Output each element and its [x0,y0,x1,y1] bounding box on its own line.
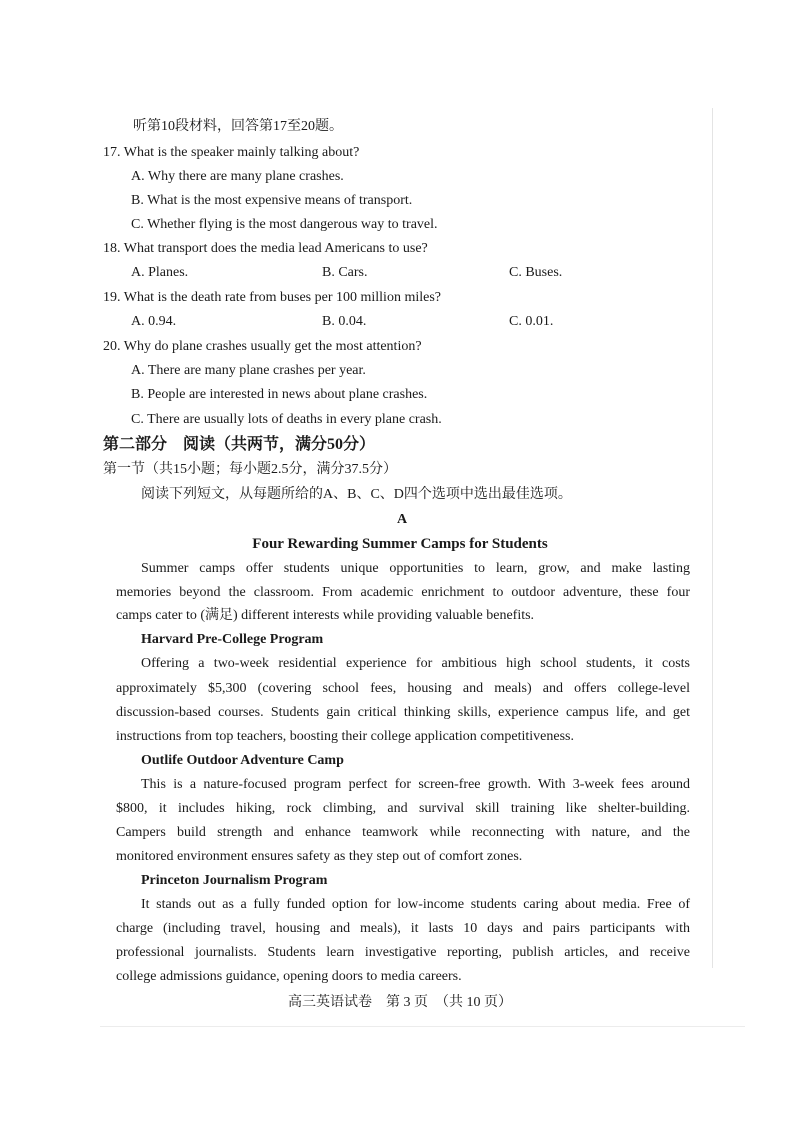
question-17-option-a: A. Why there are many plane crashes. [131,169,344,184]
intro-line-2: memories beyond the classroom. From academic enrichment to outdoor adventure, these four [116,585,690,600]
section1-heading: 第一节（共15小题；每小题2.5分，满分37.5分） [103,462,397,477]
question-19-option-a: A. 0.94. [131,314,177,329]
camp-3-line-2: charge (including travel, housing and meals), it lasts 10 days and pairs participants with [116,921,690,936]
reading-instruction: 阅读下列短文，从每题所给的A、B、C、D四个选项中选出最佳选项。 [141,487,572,502]
question-20-stem: 20. Why do plane crashes usually get the most attention? [103,339,422,354]
camp-3-name: Princeton Journalism Program [141,873,328,888]
camp-3-line-1: It stands out as a fully funded option for low-income students caring about media. Free of [141,897,690,912]
question-18-option-c: C. Buses. [509,265,563,280]
intro-line-1: Summer camps offer students unique opportunities to learn, grow, and make lasting [141,561,690,576]
camp-1-line-1: Offering a two-week residential experience for ambitious high school students, it costs [141,656,690,671]
intro-line-3: camps cater to (满足) different interests while providing valuable benefits. [116,608,535,623]
question-17-stem: 17. What is the speaker mainly talking about? [103,145,360,160]
page-footer: 高三英语试卷 第 3 页 （共 10 页） [288,995,512,1010]
listening-instruction: 听第10段材料，回答第17至20题。 [133,119,343,134]
passage-title: Four Rewarding Summer Camps for Students [252,536,548,552]
camp-2-line-3: Campers build strength and enhance teamwork while reconnecting with nature, and the [116,825,690,840]
camp-1-line-3: discussion-based courses. Students gain critical thinking skills, experience campus life, and get [116,705,690,720]
question-17-option-b: B. What is the most expensive means of transport. [131,193,413,208]
camp-2-line-2: $800, it includes hiking, rock climbing, and survival skill training like shelter-building. [116,801,690,816]
question-19-option-c: C. 0.01. [509,314,554,329]
scan-edge-line [712,108,713,968]
question-17-option-c: C. Whether flying is the most dangerous way to travel. [131,217,438,232]
passage-letter: A [396,512,408,527]
camp-2-line-4: monitored environment ensures safety as they step out of comfort zones. [116,849,523,864]
question-19-stem: 19. What is the death rate from buses per 100 million miles? [103,290,441,305]
question-18-stem: 18. What transport does the media lead Americans to use? [103,241,428,256]
camp-2-line-1: This is a nature-focused program perfect for screen-free growth. With 3-week fees around [141,777,690,792]
scan-bottom-rule [100,1026,745,1027]
camp-2-name: Outlife Outdoor Adventure Camp [141,753,344,768]
question-18-option-b: B. Cars. [322,265,368,280]
question-20-option-c: C. There are usually lots of deaths in every plane crash. [131,412,442,427]
camp-3-line-3: professional journalists. Students learn investigative reporting, publish articles, and receive [116,945,690,960]
question-20-option-a: A. There are many plane crashes per year. [131,363,366,378]
question-19-option-b: B. 0.04. [322,314,367,329]
question-18-option-a: A. Planes. [131,265,189,280]
camp-3-line-4: college admissions guidance, opening doors to media careers. [116,969,462,984]
camp-1-line-2: approximately $5,300 (covering school fees, housing and meals) and offers college-level [116,681,690,696]
question-20-option-b: B. People are interested in news about plane crashes. [131,387,428,402]
camp-1-name: Harvard Pre-College Program [141,632,324,647]
camp-1-line-4: instructions from top teachers, boosting their college application competitiveness. [116,729,574,744]
part2-heading: 第二部分 阅读（共两节，满分50分） [103,436,376,453]
